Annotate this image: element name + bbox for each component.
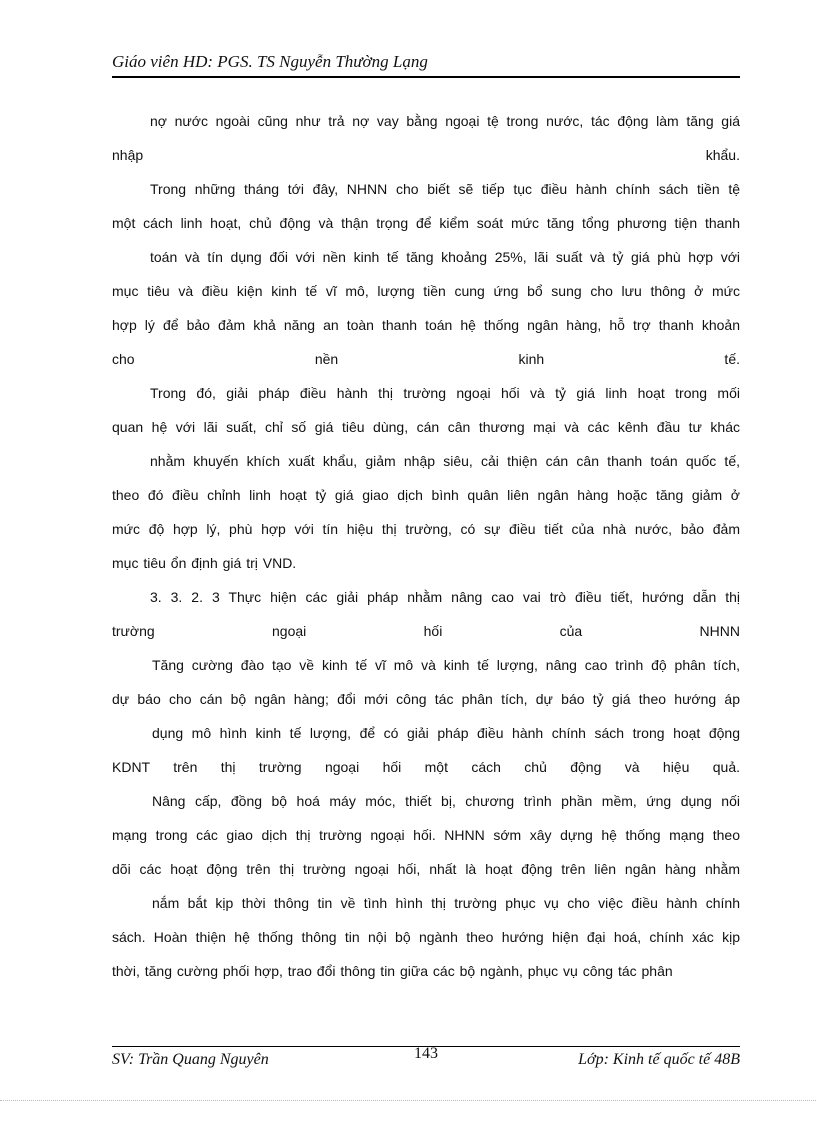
text-line: Nâng cấp, đồng bộ hoá máy móc, thiết bị, chương trình phần mềm, ứng dụng nối xyxy=(152,793,740,809)
text-line: dự báo cho cán bộ ngân hàng; đổi mới công tác phân tích, dự báo tỷ giá theo hướng áp xyxy=(112,691,740,707)
text-line: mục tiêu và điều kiện kinh tế vĩ mô, lượng tiền cung ứng bổ sung cho lưu thông ở mức xyxy=(112,283,740,299)
header-advisor: Giáo viên HD: PGS. TS Nguyễn Thường Lạng xyxy=(112,52,428,71)
text-line: thời, tăng cường phối hợp, trao đổi thông tin giữa các bộ ngành, phục vụ công tác phân xyxy=(112,963,673,979)
footer-student: SV: Trần Quang Nguyên xyxy=(112,1051,269,1068)
text-line: mức độ hợp lý, phù hợp với tín hiệu thị trường, có sự điều tiết của nhà nước, bảo đảm xyxy=(112,521,740,537)
document-body xyxy=(112,104,740,988)
text-line: một cách linh hoạt, chủ động và thận trọng để kiểm soát mức tăng tổng phương tiện thanh xyxy=(112,215,740,231)
text-line: sách. Hoàn thiện hệ thống thông tin nội bộ ngành theo hướng hiện đại hoá, chính xác kịp xyxy=(112,929,740,945)
text-line: Trong những tháng tới đây, NHNN cho biết sẽ tiếp tục điều hành chính sách tiền tệ xyxy=(150,181,740,197)
text-line: nhập khẩu. xyxy=(112,147,740,163)
page-number: 143 xyxy=(414,1045,438,1062)
text-line: cho nền kinh tế. xyxy=(112,351,740,367)
text-line: hợp lý để bảo đảm khả năng an toàn thanh toán hệ thống ngân hàng, hỗ trợ thanh khoản xyxy=(112,317,740,333)
footer-class: Lớp: Kinh tế quốc tế 48B xyxy=(578,1051,740,1068)
section-heading: trường ngoại hối của NHNN xyxy=(112,623,740,639)
text-line: Tăng cường đào tạo về kinh tế vĩ mô và kinh tế lượng, nâng cao trình độ phân tích, xyxy=(152,657,740,673)
page-bottom-divider xyxy=(0,1100,816,1101)
text-line: Trong đó, giải pháp điều hành thị trường ngoại hối và tỷ giá linh hoạt trong mối xyxy=(150,385,740,401)
page-header xyxy=(112,48,740,78)
text-line: nợ nước ngoài cũng như trả nợ vay bằng ngoại tệ trong nước, tác động làm tăng giá xyxy=(150,113,740,129)
text-line: dõi các hoạt động trên thị trường ngoại hối, nhất là hoạt động trên liên ngân hàng nhằm xyxy=(112,861,740,877)
text-line: mạng trong các giao dịch thị trường ngoại hối. NHNN sớm xây dựng hệ thống mạng theo xyxy=(112,827,740,843)
text-line: nắm bắt kịp thời thông tin về tình hình thị trường phục vụ cho việc điều hành chính xyxy=(152,895,740,911)
section-heading: 3. 3. 2. 3 Thực hiện các giải pháp nhằm nâng cao vai trò điều tiết, hướng dẫn thị xyxy=(150,589,740,605)
text-line: toán và tín dụng đối với nền kinh tế tăng khoảng 25%, lãi suất và tỷ giá phù hợp với xyxy=(150,249,740,265)
page-footer xyxy=(112,1046,740,1073)
text-line: mục tiêu ổn định giá trị VND. xyxy=(112,555,297,571)
text-line: quan hệ với lãi suất, chỉ số giá tiêu dùng, cán cân thương mại và các kênh đầu tư khác xyxy=(112,419,740,435)
text-line: KDNT trên thị trường ngoại hối một cách chủ động và hiệu quả. xyxy=(112,759,740,775)
text-line: dụng mô hình kinh tế lượng, để có giải pháp điều hành chính sách trong hoạt động xyxy=(152,725,740,741)
text-line: nhằm khuyến khích xuất khẩu, giảm nhập siêu, cải thiện cán cân thanh toán quốc tế, xyxy=(150,453,740,469)
text-line: theo đó điều chỉnh linh hoạt tỷ giá giao dịch bình quân liên ngân hàng hoặc tăng giảm ở xyxy=(112,487,740,503)
